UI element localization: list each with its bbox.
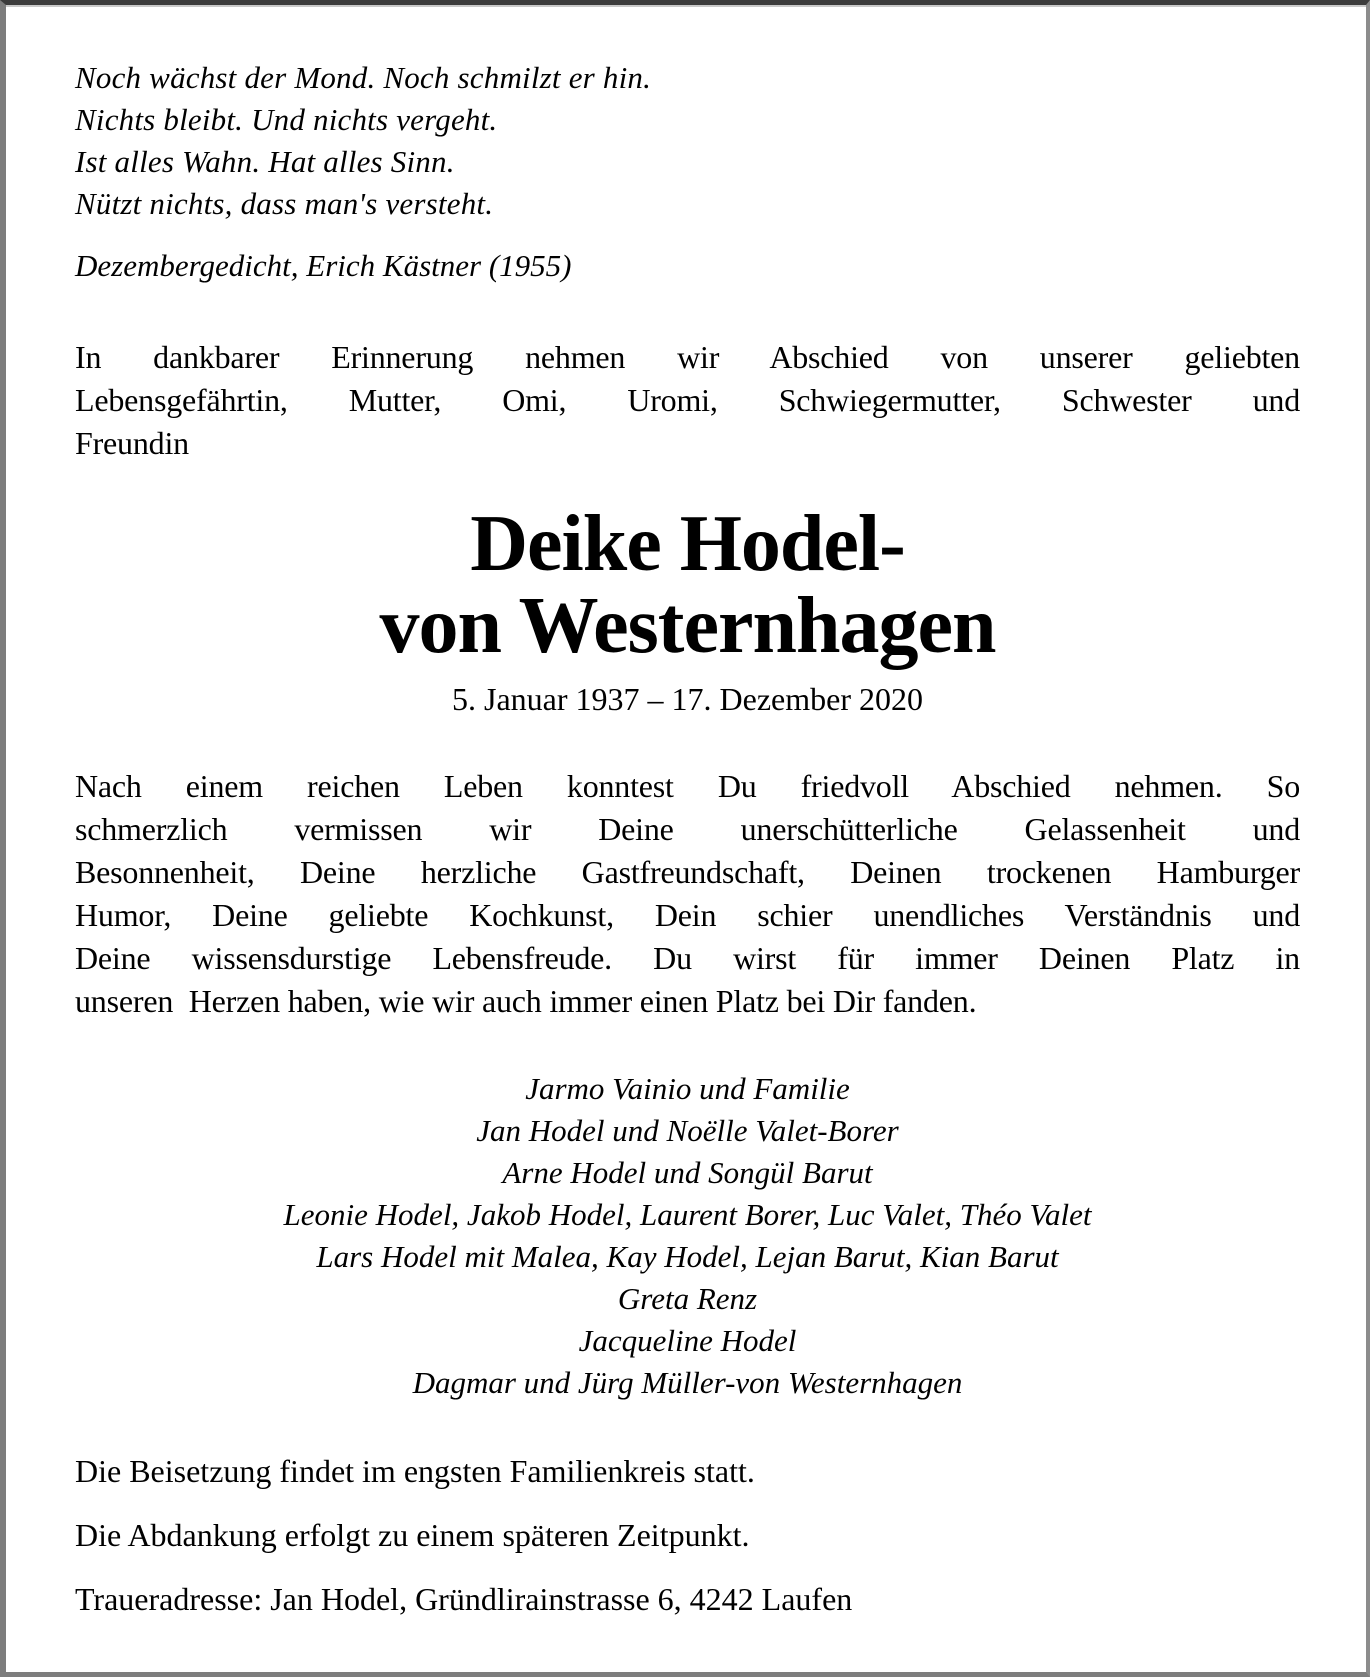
tribute-line: Humor, Deine geliebte Kochkunst, Dein schier unendliches Verständnis und — [75, 897, 1300, 933]
tribute-line: Deine wissensdurstige Lebensfreude. Du wirst für immer Deinen Platz in — [75, 940, 1300, 976]
mourning-address: Traueradresse: Jan Hodel, Gründlirainstrasse 6, 4242 Laufen — [75, 1581, 853, 1617]
mourners-list — [75, 1068, 1300, 1404]
life-dates: 5. Januar 1937 – 17. Dezember 2020 — [452, 681, 923, 717]
mourner-line: Dagmar und Jürg Müller-von Westernhagen — [412, 1365, 963, 1400]
poem-line: Nützt nichts, dass man's versteht. — [75, 186, 494, 221]
notice-content — [6, 5, 1366, 1672]
mourner-line: Arne Hodel und Songül Barut — [502, 1155, 873, 1190]
mourner-line: Leonie Hodel, Jakob Hodel, Laurent Borer, Luc Valet, Théo Valet — [283, 1197, 1092, 1232]
burial-note: Die Beisetzung findet im engsten Familienkreis statt. — [75, 1453, 755, 1489]
mourner-line: Jan Hodel und Noëlle Valet-Borer — [476, 1113, 899, 1148]
mourner-line: Jarmo Vainio und Familie — [525, 1071, 850, 1106]
poem — [75, 57, 1300, 287]
deceased-name-line: von Westernhagen — [379, 582, 996, 670]
poem-line: Ist alles Wahn. Hat alles Sinn. — [75, 144, 455, 179]
deceased-name-line: Deike Hodel- — [470, 500, 905, 588]
poem-attribution: Dezembergedicht, Erich Kästner (1955) — [75, 248, 572, 283]
mourner-line: Jacqueline Hodel — [578, 1323, 797, 1358]
footer-notes — [75, 1450, 1300, 1620]
intro-line: Freundin — [75, 425, 189, 461]
poem-line: Noch wächst der Mond. Noch schmilzt er hin. — [75, 60, 652, 95]
tribute-line: Besonnenheit, Deine herzliche Gastfreundschaft, Deinen trockenen Hamburger — [75, 854, 1300, 890]
mourner-line: Greta Renz — [617, 1281, 758, 1316]
tribute-line: Nach einem reichen Leben konntest Du friedvoll Abschied nehmen. So — [75, 768, 1300, 804]
intro-line: Lebensgefährtin, Mutter, Omi, Uromi, Schwiegermutter, Schwester und — [75, 382, 1300, 418]
mourner-line: Lars Hodel mit Malea, Kay Hodel, Lejan Barut, Kian Barut — [316, 1239, 1059, 1274]
intro-line: In dankbarer Erinnerung nehmen wir Abschied von unserer geliebten — [75, 339, 1300, 375]
tribute-paragraph — [75, 765, 1300, 1023]
poem-line: Nichts bleibt. Und nichts vergeht. — [75, 102, 498, 137]
intro-paragraph — [75, 336, 1300, 465]
deceased-name — [75, 500, 1300, 670]
memorial-note: Die Abdankung erfolgt zu einem späteren Zeitpunkt. — [75, 1517, 750, 1553]
tribute-line: schmerzlich vermissen wir Deine unerschütterliche Gelassenheit und — [75, 811, 1300, 847]
tribute-line: unseren Herzen haben, wie wir auch immer einen Platz bei Dir fanden. — [75, 983, 977, 1019]
